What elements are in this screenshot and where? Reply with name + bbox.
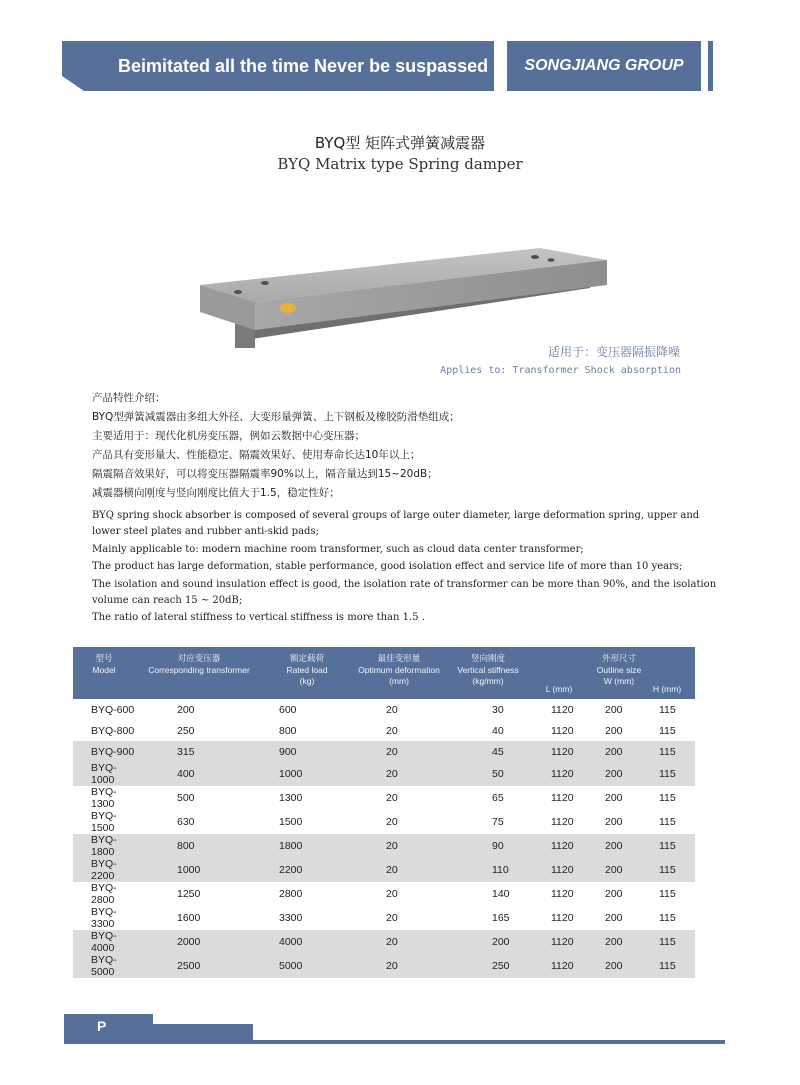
features-en-line: The product has large deformation, stable performance, good isolation effect and service life of more than 10 years; — [92, 561, 683, 572]
table-cell: 200 — [589, 858, 639, 882]
table-cell: 1120 — [551, 888, 574, 901]
col-transformer — [135, 647, 263, 699]
footer-tab — [64, 1014, 153, 1044]
table-cell: BYQ-1500 — [91, 810, 117, 835]
product-image — [195, 240, 615, 355]
table-row — [73, 930, 695, 954]
table-cell: BYQ-600 — [91, 703, 135, 716]
product-title-cn: BYQ型 矩阵式弹簧减震器 — [314, 134, 486, 152]
table-cell: 50 — [447, 762, 529, 786]
col-width — [589, 647, 642, 699]
features-en-line: BYQ spring shock absorber is composed of several groups of large outer diameter, large deformation spring, upper and lower steel plates and rubber anti-skid pads; — [92, 510, 700, 537]
table-cell: BYQ-1000 — [73, 762, 135, 786]
table-cell: 20 — [386, 888, 398, 901]
table-cell: 1500 — [279, 816, 303, 829]
table-cell: 115 — [659, 792, 676, 805]
table-cell: 600 — [279, 703, 297, 716]
table-cell: 140 — [492, 888, 510, 901]
table-cell: BYQ-4000 — [73, 930, 135, 954]
footer-page-label: P — [97, 1018, 107, 1034]
col-model-cn: 型号 — [95, 653, 113, 663]
table-row — [73, 858, 695, 882]
footer-line — [253, 1040, 725, 1044]
table-cell: 1120 — [551, 816, 574, 829]
table-cell: 200 — [605, 912, 623, 925]
table-cell: 800 — [279, 724, 297, 737]
table-cell: 20 — [386, 792, 398, 805]
header-accent-bar — [708, 41, 713, 91]
table-row — [73, 882, 695, 906]
applies-to-cn: 适用于：变压器隔振降噪 — [547, 345, 680, 359]
header-slogan: Beimitated all the time Never be suspassed — [118, 56, 489, 76]
table-cell: 75 — [492, 816, 504, 829]
table-cell: 115 — [639, 834, 695, 858]
table-cell: 115 — [659, 724, 676, 737]
table-cell: 1120 — [551, 703, 574, 716]
table-cell: 115 — [659, 888, 676, 901]
table-cell: 1000 — [263, 762, 351, 786]
table-cell: 2500 — [135, 954, 263, 978]
col-deformation — [351, 647, 447, 699]
features-cn-line: 主要适用于：现代化机房变压器，例如云数据中心变压器； — [92, 430, 365, 442]
table-cell: 110 — [447, 858, 529, 882]
features-cn-line: BYQ型弹簧减震器由多组大外径、大变形量弹簧、上下钢板及橡胶防滑垫组成； — [92, 411, 460, 423]
table-row — [73, 699, 695, 720]
footer-bar — [153, 1024, 253, 1044]
col-deformation-cn: 最佳变形量 — [377, 653, 421, 663]
header-brand: SONGJIANG GROUP — [524, 57, 684, 74]
table-cell: 1000 — [135, 858, 263, 882]
table-cell: 200 — [589, 741, 639, 762]
features-en-line: The isolation and sound insulation effect is good, the isolation rate of transformer can be more than 90%, and the isolation volume can reach 15 ~ 20dB; — [92, 578, 717, 606]
table-cell: 20 — [386, 703, 398, 716]
table-row — [73, 762, 695, 786]
table-cell: 1120 — [551, 912, 574, 925]
product-title-en: BYQ Matrix type Spring damper — [277, 155, 523, 173]
table-cell: 65 — [492, 792, 504, 805]
table-cell: 250 — [447, 954, 529, 978]
features-cn-line: 产品具有变形量大、性能稳定、隔震效果好、使用寿命长达10年以上； — [92, 449, 421, 461]
col-outline-en: Outline size — [596, 664, 642, 675]
table-cell: 200 — [177, 703, 195, 716]
features-en-line: The ratio of lateral stiffness to vertical stiffness is more than 1.5 . — [92, 612, 425, 623]
col-stiffness-cn: 竖向刚度 — [470, 653, 505, 663]
features-en-line: Mainly applicable to: modern machine room transformer, such as cloud data center transformer; — [92, 543, 584, 555]
table-cell: 20 — [351, 930, 447, 954]
col-transformer-en: Corresponding transformer — [148, 664, 250, 675]
col-stiffness-en: Vertical stiffness — [457, 664, 519, 675]
table-cell: 5000 — [263, 954, 351, 978]
table-cell: 1120 — [529, 834, 589, 858]
table-cell: 165 — [492, 912, 510, 925]
table-header-row — [73, 647, 695, 699]
table-cell: 200 — [447, 930, 529, 954]
table-cell: 2200 — [263, 858, 351, 882]
table-row — [73, 786, 695, 810]
table-cell: 800 — [135, 834, 263, 858]
table-cell: 1120 — [529, 741, 589, 762]
table-cell: 1600 — [177, 912, 201, 925]
table-cell: BYQ-900 — [73, 741, 135, 762]
table-cell: 200 — [605, 792, 623, 805]
col-load-unit: (kg) — [299, 676, 315, 686]
features-en — [92, 508, 717, 628]
table-row — [73, 810, 695, 834]
col-outline — [589, 653, 649, 688]
table-cell: 45 — [447, 741, 529, 762]
table-cell: 3300 — [279, 912, 303, 925]
table-row — [73, 720, 695, 741]
table-cell: 4000 — [263, 930, 351, 954]
table-cell: 20 — [351, 858, 447, 882]
col-height-label: H (mm) — [652, 683, 682, 694]
table-cell: 115 — [639, 741, 695, 762]
table-cell: 115 — [639, 930, 695, 954]
table-cell: 20 — [386, 912, 398, 925]
table-cell: 115 — [659, 912, 676, 925]
table-cell: 200 — [605, 888, 623, 901]
table-cell: 1120 — [551, 724, 574, 737]
table-cell: 115 — [639, 858, 695, 882]
col-transformer-cn: 对应变压器 — [177, 653, 221, 663]
features-cn-line: 减震器横向刚度与竖向刚度比值大于1.5，稳定性好； — [92, 487, 340, 499]
table-cell: BYQ-2200 — [73, 858, 135, 882]
spec-table — [73, 647, 695, 978]
col-model — [73, 647, 135, 699]
col-deformation-en: Optimum deformation — [358, 664, 440, 675]
table-cell: BYQ-800 — [91, 724, 135, 737]
table-cell: 1120 — [551, 792, 574, 805]
table-cell: 40 — [492, 724, 504, 737]
table-cell: 1250 — [177, 888, 201, 901]
table-cell: 20 — [351, 762, 447, 786]
col-model-en: Model — [92, 664, 116, 675]
table-cell: 20 — [351, 954, 447, 978]
table-cell: 200 — [605, 703, 623, 716]
table-cell: 900 — [263, 741, 351, 762]
table-cell: 1120 — [529, 858, 589, 882]
table-cell: 2800 — [279, 888, 303, 901]
table-cell: 115 — [659, 816, 676, 829]
col-length-label: L (mm) — [545, 683, 573, 694]
col-outline-cn: 外形尺寸 — [601, 653, 636, 663]
table-cell: 200 — [589, 930, 639, 954]
table-row — [73, 954, 695, 978]
table-cell: 115 — [659, 703, 676, 716]
col-length — [529, 647, 589, 699]
col-deformation-unit: (mm) — [389, 676, 409, 686]
features-cn-line: 隔震隔音效果好，可以将变压器隔震率90%以上，隔音量达到15~20dB； — [92, 468, 438, 480]
table-cell: 115 — [639, 762, 695, 786]
col-stiffness-unit: (kg/mm) — [472, 676, 504, 686]
features-cn — [92, 389, 460, 503]
table-row — [73, 834, 695, 858]
features-cn-line: 产品特性介绍： — [92, 392, 166, 404]
applies-to-en: Applies to: Transformer Shock absorption — [440, 365, 681, 376]
table-cell: 250 — [177, 724, 195, 737]
table-cell: 20 — [386, 816, 398, 829]
table-cell: 20 — [351, 741, 447, 762]
table-cell: 200 — [589, 762, 639, 786]
table-cell: BYQ-1800 — [73, 834, 135, 858]
table-cell: BYQ-5000 — [73, 954, 135, 978]
table-row — [73, 741, 695, 762]
table-cell: 500 — [177, 792, 195, 805]
table-cell: 20 — [351, 834, 447, 858]
table-cell: 1120 — [529, 954, 589, 978]
col-load — [263, 647, 351, 699]
col-load-en: Rated load — [286, 664, 328, 675]
table-cell: BYQ-3300 — [91, 906, 117, 931]
table-cell: BYQ-1300 — [91, 786, 117, 811]
table-cell: 1800 — [263, 834, 351, 858]
col-width-label: W (mm) — [603, 676, 635, 686]
table-cell: 315 — [135, 741, 263, 762]
table-cell: 20 — [386, 724, 398, 737]
table-cell: 30 — [492, 703, 504, 716]
table-body — [73, 699, 695, 978]
table-cell: 115 — [639, 954, 695, 978]
table-row — [73, 906, 695, 930]
table-cell: 200 — [589, 954, 639, 978]
table-cell: 1120 — [529, 762, 589, 786]
col-load-cn: 额定载荷 — [289, 653, 324, 663]
table-cell: 90 — [447, 834, 529, 858]
table-cell: 2000 — [135, 930, 263, 954]
table-cell: 200 — [589, 834, 639, 858]
table-cell: 400 — [135, 762, 263, 786]
table-cell: 200 — [605, 816, 623, 829]
col-stiffness — [447, 647, 529, 699]
table-cell: 1300 — [279, 792, 303, 805]
table-cell: 630 — [177, 816, 195, 829]
table-cell: 1120 — [529, 930, 589, 954]
table-cell: BYQ-2800 — [91, 882, 117, 907]
table-cell: 200 — [605, 724, 623, 737]
